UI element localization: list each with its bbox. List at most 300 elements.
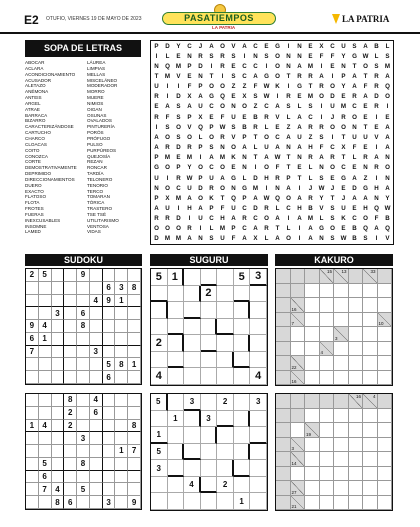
letter-cell: Y (176, 42, 181, 50)
letter-cell: U (231, 113, 236, 121)
letter-cell: O (363, 215, 368, 223)
word-list-item: ALETAZO (25, 83, 46, 89)
suguru-cell (201, 394, 218, 411)
letter-cell: U (231, 204, 236, 212)
letter-cell: W (219, 123, 226, 131)
letter-cell: E (374, 123, 379, 131)
kakuro-cell (320, 327, 335, 342)
letter-cell: K (231, 154, 236, 162)
letter-cell: D (330, 93, 335, 101)
suguru-cell (151, 477, 168, 494)
sudoku-cell (90, 333, 103, 346)
suguru-cell (168, 352, 185, 369)
letter-cell: O (330, 123, 335, 131)
letter-cell: T (352, 62, 357, 70)
letter-cell: R (352, 93, 357, 101)
letter-cell: I (375, 174, 378, 182)
word-list-item: CORTE (25, 159, 41, 165)
letter-cell: C (264, 103, 269, 111)
letter-cell: S (352, 42, 357, 50)
letter-cell: I (243, 52, 246, 60)
sudoku-cell (39, 496, 52, 509)
letter-cell: Y (385, 194, 390, 202)
sopa-title: SOPA DE LETRAS (25, 40, 141, 57)
suguru-cell (250, 335, 267, 352)
sudoku-cell: 3 (115, 282, 128, 295)
kakuro-cell (320, 496, 335, 511)
suguru-cell: 5 (151, 394, 168, 411)
letter-cell: Q (363, 225, 368, 233)
kakuro-cell (349, 269, 364, 284)
letter-cell: B (242, 123, 247, 131)
letter-cell: A (385, 123, 390, 131)
letter-cell: I (166, 83, 169, 91)
letter-cell: A (352, 83, 357, 91)
word-list-item: LIMPIAS (87, 65, 106, 71)
letter-cell: S (231, 73, 236, 81)
letter-cell: I (320, 103, 323, 111)
letter-cell: N (198, 73, 203, 81)
kakuro-cell (363, 496, 378, 511)
letter-cell: I (177, 204, 180, 212)
letter-cell: X (319, 42, 324, 50)
suguru-cell (250, 427, 267, 444)
word-list-item: PULSO (87, 141, 103, 147)
kakuro-cell (349, 313, 364, 328)
letter-cell: O (275, 62, 280, 70)
suguru-cell (234, 352, 251, 369)
letter-cell: T (286, 73, 291, 81)
letter-cell: Y (341, 83, 346, 91)
suguru-cell (217, 444, 234, 461)
suguru-cell: 3 (250, 269, 267, 286)
letter-cell: U (220, 235, 225, 243)
sudoku-cell (26, 307, 39, 320)
kakuro-cell (291, 409, 306, 424)
kakuro-cell (276, 481, 291, 496)
letter-cell: X (253, 235, 258, 243)
suguru-cell: 5 (234, 269, 251, 286)
suguru-cell (234, 460, 251, 477)
letter-cell: N (198, 235, 203, 243)
sudoku-cell (128, 269, 141, 282)
sudoku-cell: 6 (39, 471, 52, 484)
word-list-col-1 (25, 60, 77, 235)
kakuro-cell (305, 481, 320, 496)
kakuro-cell (320, 269, 335, 284)
letter-cell: U (187, 184, 192, 192)
letter-cell: F (253, 83, 258, 91)
letter-cell: R (220, 62, 225, 70)
letter-cell: L (308, 174, 313, 182)
letter-cell: P (154, 154, 159, 162)
suguru-cell (217, 335, 234, 352)
letter-cell: J (330, 184, 335, 192)
letter-cell: R (165, 144, 170, 152)
pasatiempos-sub: LA PATRIA (212, 25, 236, 30)
letter-cell: S (165, 123, 170, 131)
letter-cell: U (352, 133, 357, 141)
kakuro-cell (378, 496, 393, 511)
word-list-item: ACUSADOR (25, 77, 52, 83)
sudoku-cell: 9 (103, 295, 116, 308)
page-number: E2 (24, 13, 39, 27)
sudoku-cell (52, 394, 65, 407)
kakuro-cell (276, 327, 291, 342)
kakuro-cell (363, 327, 378, 342)
letter-cell: S (231, 52, 236, 60)
kakuro-cell (378, 394, 393, 409)
letter-cell: C (242, 62, 247, 70)
sudoku-cell (90, 445, 103, 458)
letter-cell: A (187, 235, 192, 243)
letter-cell: R (374, 164, 379, 172)
letter-cell: D (198, 184, 203, 192)
letter-cell: E (341, 93, 346, 101)
sudoku-cell (77, 407, 90, 420)
sudoku-cell (52, 333, 65, 346)
letter-cell: A (187, 194, 192, 202)
suguru-cell: 4 (250, 368, 267, 385)
letter-cell: R (264, 204, 269, 212)
sudoku-cell (128, 346, 141, 359)
letter-cell: S (286, 103, 291, 111)
letter-cell: D (176, 93, 181, 101)
letter-cell: O (363, 62, 368, 70)
kakuro-cell (291, 269, 306, 284)
kakuro-cell (320, 423, 335, 438)
letter-cell: E (297, 93, 302, 101)
suguru-cell (234, 411, 251, 428)
letter-cell: E (209, 113, 214, 121)
letter-cell: G (297, 83, 302, 91)
suguru-cell (184, 368, 201, 385)
letter-cell: U (154, 174, 159, 182)
kakuro-cell (349, 371, 364, 386)
letter-cell: N (297, 52, 302, 60)
letter-cell: O (352, 113, 357, 121)
kakuro-cell (349, 394, 364, 409)
word-list-item: TENORIO (87, 182, 108, 188)
kakuro-cell (363, 452, 378, 467)
letter-cell: O (198, 164, 203, 172)
kakuro-clue: 22 (291, 364, 297, 370)
sudoku-cell (64, 483, 77, 496)
letter-cell: O (220, 103, 225, 111)
kakuro-cell (305, 409, 320, 424)
sudoku-cell: 5 (39, 269, 52, 282)
letter-cell: R (341, 113, 346, 121)
letter-cell: X (242, 93, 247, 101)
letter-cell: F (319, 52, 324, 60)
sudoku-cell: 7 (39, 483, 52, 496)
letter-cell: A (198, 204, 203, 212)
word-list-item: BARRACA (25, 112, 48, 118)
kakuro-clue: 14 (291, 460, 297, 466)
letter-cell: I (166, 174, 169, 182)
sudoku-cell (103, 320, 116, 333)
letter-cell: C (242, 73, 247, 81)
letter-cell: D (154, 235, 159, 243)
sudoku-cell (52, 358, 65, 371)
kakuro-cell (320, 481, 335, 496)
letter-cell: F (220, 113, 225, 121)
letter-cell: C (209, 215, 214, 223)
kakuro-cell (320, 409, 335, 424)
sudoku-cell: 8 (52, 496, 65, 509)
letter-cell: Q (385, 225, 390, 233)
sudoku-cell: 4 (39, 420, 52, 433)
suguru-cell: 1 (168, 269, 185, 286)
letter-cell: C (352, 215, 357, 223)
letter-cell: I (199, 154, 202, 162)
letter-cell: I (221, 73, 224, 81)
word-list-item: VIDAS (87, 229, 101, 235)
letter-cell: T (209, 73, 214, 81)
suguru-cell (168, 368, 185, 385)
letter-cell: F (220, 204, 225, 212)
letter-cell: S (363, 235, 368, 243)
word-list-item: MISCELÁNEO (87, 77, 118, 83)
sudoku-title: SUDOKU (25, 254, 142, 266)
letter-cell: W (340, 235, 347, 243)
letter-cell: A (308, 235, 313, 243)
kakuro-cell (349, 284, 364, 299)
letter-cell: I (375, 113, 378, 121)
letter-cell: I (265, 62, 268, 70)
letter-cell: L (286, 225, 291, 233)
letter-cell: S (264, 52, 269, 60)
letter-cell: O (231, 144, 236, 152)
letter-cell: U (297, 133, 302, 141)
sudoku-cell: 5 (77, 483, 90, 496)
kakuro-cell (305, 496, 320, 511)
letter-cell: R (264, 225, 269, 233)
letter-cell: A (385, 133, 390, 141)
letter-cell: R (308, 123, 313, 131)
suguru-cell: 2 (217, 394, 234, 411)
letter-cell: A (253, 194, 258, 202)
sudoku-cell (128, 333, 141, 346)
letter-cell: I (210, 62, 213, 70)
suguru-cell (250, 493, 267, 510)
sudoku-cell: 6 (64, 496, 77, 509)
letter-cell: A (209, 42, 214, 50)
kakuro-cell (378, 269, 393, 284)
sudoku-cell (39, 371, 52, 384)
suguru-cell: 1 (168, 411, 185, 428)
sudoku-cell (115, 346, 128, 359)
kakuro-cell (276, 438, 291, 453)
letter-cell: O (330, 83, 335, 91)
letter-cell: N (253, 52, 258, 60)
letter-cell: D (253, 174, 258, 182)
letter-cell: C (253, 62, 258, 70)
letter-cell: O (176, 123, 181, 131)
letter-cell: S (319, 174, 324, 182)
kakuro-cell (276, 284, 291, 299)
letter-cell: C (330, 42, 335, 50)
word-list-item: OIGAN (87, 106, 102, 112)
kakuro-cell (378, 313, 393, 328)
sudoku-cell (90, 358, 103, 371)
suguru-cell (168, 335, 185, 352)
kakuro-cell (320, 284, 335, 299)
letter-cell: O (264, 133, 269, 141)
letter-cell: O (154, 225, 159, 233)
letter-cell: U (341, 204, 346, 212)
word-list-item: ANÉMONA (25, 89, 49, 95)
letter-cell: R (198, 52, 203, 60)
kakuro-cell (305, 313, 320, 328)
kakuro-clue: 33 (370, 269, 376, 274)
letter-cell: B (253, 113, 258, 121)
kakuro-cell (276, 298, 291, 313)
letter-cell: A (297, 194, 302, 202)
letter-cell: I (320, 62, 323, 70)
letter-cell: E (352, 204, 357, 212)
letter-cell: O (209, 133, 214, 141)
letter-cell: N (154, 62, 159, 70)
sudoku-cell (77, 333, 90, 346)
sudoku-cell (39, 445, 52, 458)
letter-cell: R (187, 144, 192, 152)
letter-cell: O (165, 184, 170, 192)
word-list-item: TOMARAN (87, 194, 110, 200)
sudoku-cell (77, 295, 90, 308)
sudoku-cell (128, 394, 141, 407)
letter-cell: M (307, 215, 314, 223)
letter-cell: O (385, 93, 390, 101)
letter-cell: R (253, 123, 258, 131)
letter-cell: M (384, 62, 391, 70)
letter-cell: A (253, 225, 258, 233)
sudoku-cell: 6 (103, 282, 116, 295)
sudoku-cell: 3 (77, 432, 90, 445)
kakuro-cell (334, 371, 349, 386)
letter-cell: O (220, 83, 225, 91)
letter-cell: U (198, 215, 203, 223)
sudoku-cell (52, 295, 65, 308)
sudoku-cell (26, 471, 39, 484)
suguru-cell: 2 (201, 286, 218, 303)
letter-cell: I (287, 42, 290, 50)
letter-cell: X (165, 194, 170, 202)
letter-cell: L (253, 144, 258, 152)
letter-cell: R (187, 225, 192, 233)
sudoku-cell (90, 496, 103, 509)
letter-cell: R (308, 73, 313, 81)
sudoku-cell: 3 (103, 496, 116, 509)
word-list-item: PINTURERÍA (87, 124, 115, 130)
sudoku-cell (115, 371, 128, 384)
letter-cell: B (308, 204, 313, 212)
letter-cell: W (362, 52, 369, 60)
letter-cell: L (374, 52, 379, 60)
letter-cell: V (385, 235, 390, 243)
letter-cell: E (242, 113, 247, 121)
kakuro-cell (349, 342, 364, 357)
letter-cell: T (363, 73, 368, 81)
sudoku-cell (52, 371, 65, 384)
letter-cell: R (297, 73, 302, 81)
letter-cell: Z (308, 133, 313, 141)
kakuro-cell (291, 481, 306, 496)
sudoku-cell (115, 458, 128, 471)
kakuro-cell (349, 481, 364, 496)
letter-cell: I (287, 215, 290, 223)
letter-cell: N (352, 123, 357, 131)
kakuro-cell (305, 284, 320, 299)
letter-cell: P (242, 194, 247, 202)
letter-cell: A (297, 62, 302, 70)
letter-cell: E (341, 225, 346, 233)
letter-cell: S (330, 215, 335, 223)
sudoku-cell (115, 269, 128, 282)
sudoku-cell: 3 (52, 307, 65, 320)
letter-cell: B (385, 215, 390, 223)
kakuro-cell (349, 356, 364, 371)
letter-cell: I (298, 235, 301, 243)
kakuro-cell (378, 481, 393, 496)
letter-cell: T (286, 164, 291, 172)
sudoku-cell: 2 (26, 269, 39, 282)
kakuro-puzzle-1 (275, 268, 393, 386)
word-list-item: ACLARA (25, 65, 44, 71)
suguru-cell: 3 (151, 460, 168, 477)
letter-cell: E (352, 164, 357, 172)
letter-cell: E (363, 113, 368, 121)
suguru-cell (250, 286, 267, 303)
kakuro-cell (291, 313, 306, 328)
kakuro-cell (378, 467, 393, 482)
letter-cell: D (165, 42, 170, 50)
suguru-cell (234, 286, 251, 303)
word-list-item: OVALADOS (87, 118, 112, 124)
sudoku-cell (90, 307, 103, 320)
suguru-cell (250, 319, 267, 336)
sudoku-cell: 4 (90, 394, 103, 407)
suguru-cell (201, 477, 218, 494)
kakuro-clue: 27 (291, 489, 297, 495)
sudoku-cell (64, 282, 77, 295)
letter-cell: G (242, 184, 247, 192)
letter-cell: M (164, 235, 171, 243)
sudoku-cell (90, 458, 103, 471)
letter-cell: I (265, 184, 268, 192)
letter-cell: O (176, 225, 181, 233)
letter-cell: O (264, 164, 269, 172)
kakuro-cell (378, 452, 393, 467)
kakuro-cell (320, 313, 335, 328)
sudoku-cell (26, 371, 39, 384)
letter-cell: D (198, 62, 203, 70)
letter-cell: I (177, 83, 180, 91)
sudoku-cell (26, 496, 39, 509)
suguru-cell (201, 460, 218, 477)
letter-cell: S (176, 133, 181, 141)
sudoku-cell (77, 420, 90, 433)
letter-cell: E (297, 164, 302, 172)
sudoku-cell: 4 (52, 483, 65, 496)
suguru-cell (151, 352, 168, 369)
sudoku-cell (64, 320, 77, 333)
kakuro-cell (334, 284, 349, 299)
kakuro-cell (378, 371, 393, 386)
letter-cell: N (297, 42, 302, 50)
sudoku-cell (39, 407, 52, 420)
kakuro-cell (291, 342, 306, 357)
